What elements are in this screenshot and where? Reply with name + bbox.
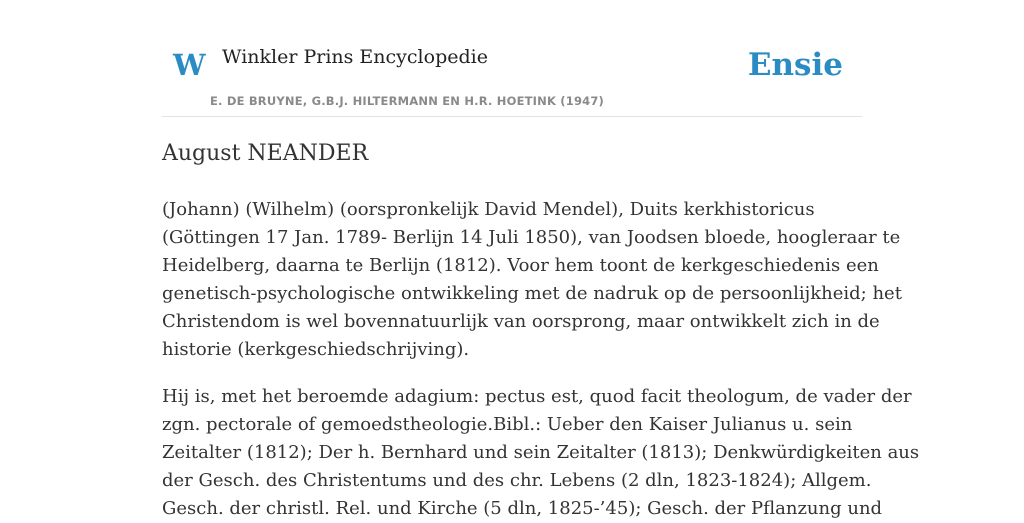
paragraph-line: Gesch. der christl. Rel. und Kirche (5 dln, 1825-’45); Gesch. der Pflanzung und <box>162 498 883 519</box>
article-body <box>162 138 920 523</box>
site-title[interactable]: Winkler Prins Encyclopedie <box>222 46 488 68</box>
paragraph-line: Christendom is wel bovennatuurlijk van oorsprong, maar ontwikkelt zich in de <box>162 311 880 332</box>
paragraph-line: historie (kerkgeschiedschrijving). <box>162 339 470 360</box>
paragraph-line: genetisch-psychologische ontwikkeling met de nadruk op de persoonlijkheid; het <box>162 283 902 304</box>
site-header <box>162 0 862 117</box>
authors-byline: E. DE BRUYNE, G.B.J. HILTERMANN EN H.R. HOETINK (1947) <box>210 94 605 108</box>
paragraph-line: Zeitalter (1812); Der h. Bernhard und sein Zeitalter (1813); Denkwürdigkeiten aus <box>162 442 920 463</box>
article-title: August NEANDER <box>162 141 369 166</box>
paragraph-line: der Gesch. des Christentums und des chr. Lebens (2 dln, 1823-1824); Allgem. <box>162 470 872 491</box>
paragraph-line: (Johann) (Wilhelm) (oorspronkelijk David Mendel), Duits kerkhistoricus <box>162 199 815 220</box>
paragraph-line: (Göttingen 17 Jan. 1789- Berlijn 14 Juli 1850), van Joodsen bloede, hoogleraar te <box>162 227 901 248</box>
ensie-brand-logo[interactable]: Ensie <box>747 47 843 83</box>
winkler-prins-logo[interactable]: W <box>173 48 206 82</box>
article-paragraph-2 <box>162 383 920 523</box>
paragraph-line: Heidelberg, daarna te Berlijn (1812). Voor hem toont de kerkgeschiedenis een <box>162 255 879 276</box>
paragraph-line: zgn. pectorale of gemoedstheologie.Bibl.: Ueber den Kaiser Julianus u. sein <box>162 414 853 435</box>
paragraph-line: Hij is, met het beroemde adagium: pectus est, quod facit theologum, de vader der <box>162 386 912 407</box>
article-paragraph-1 <box>162 196 902 364</box>
